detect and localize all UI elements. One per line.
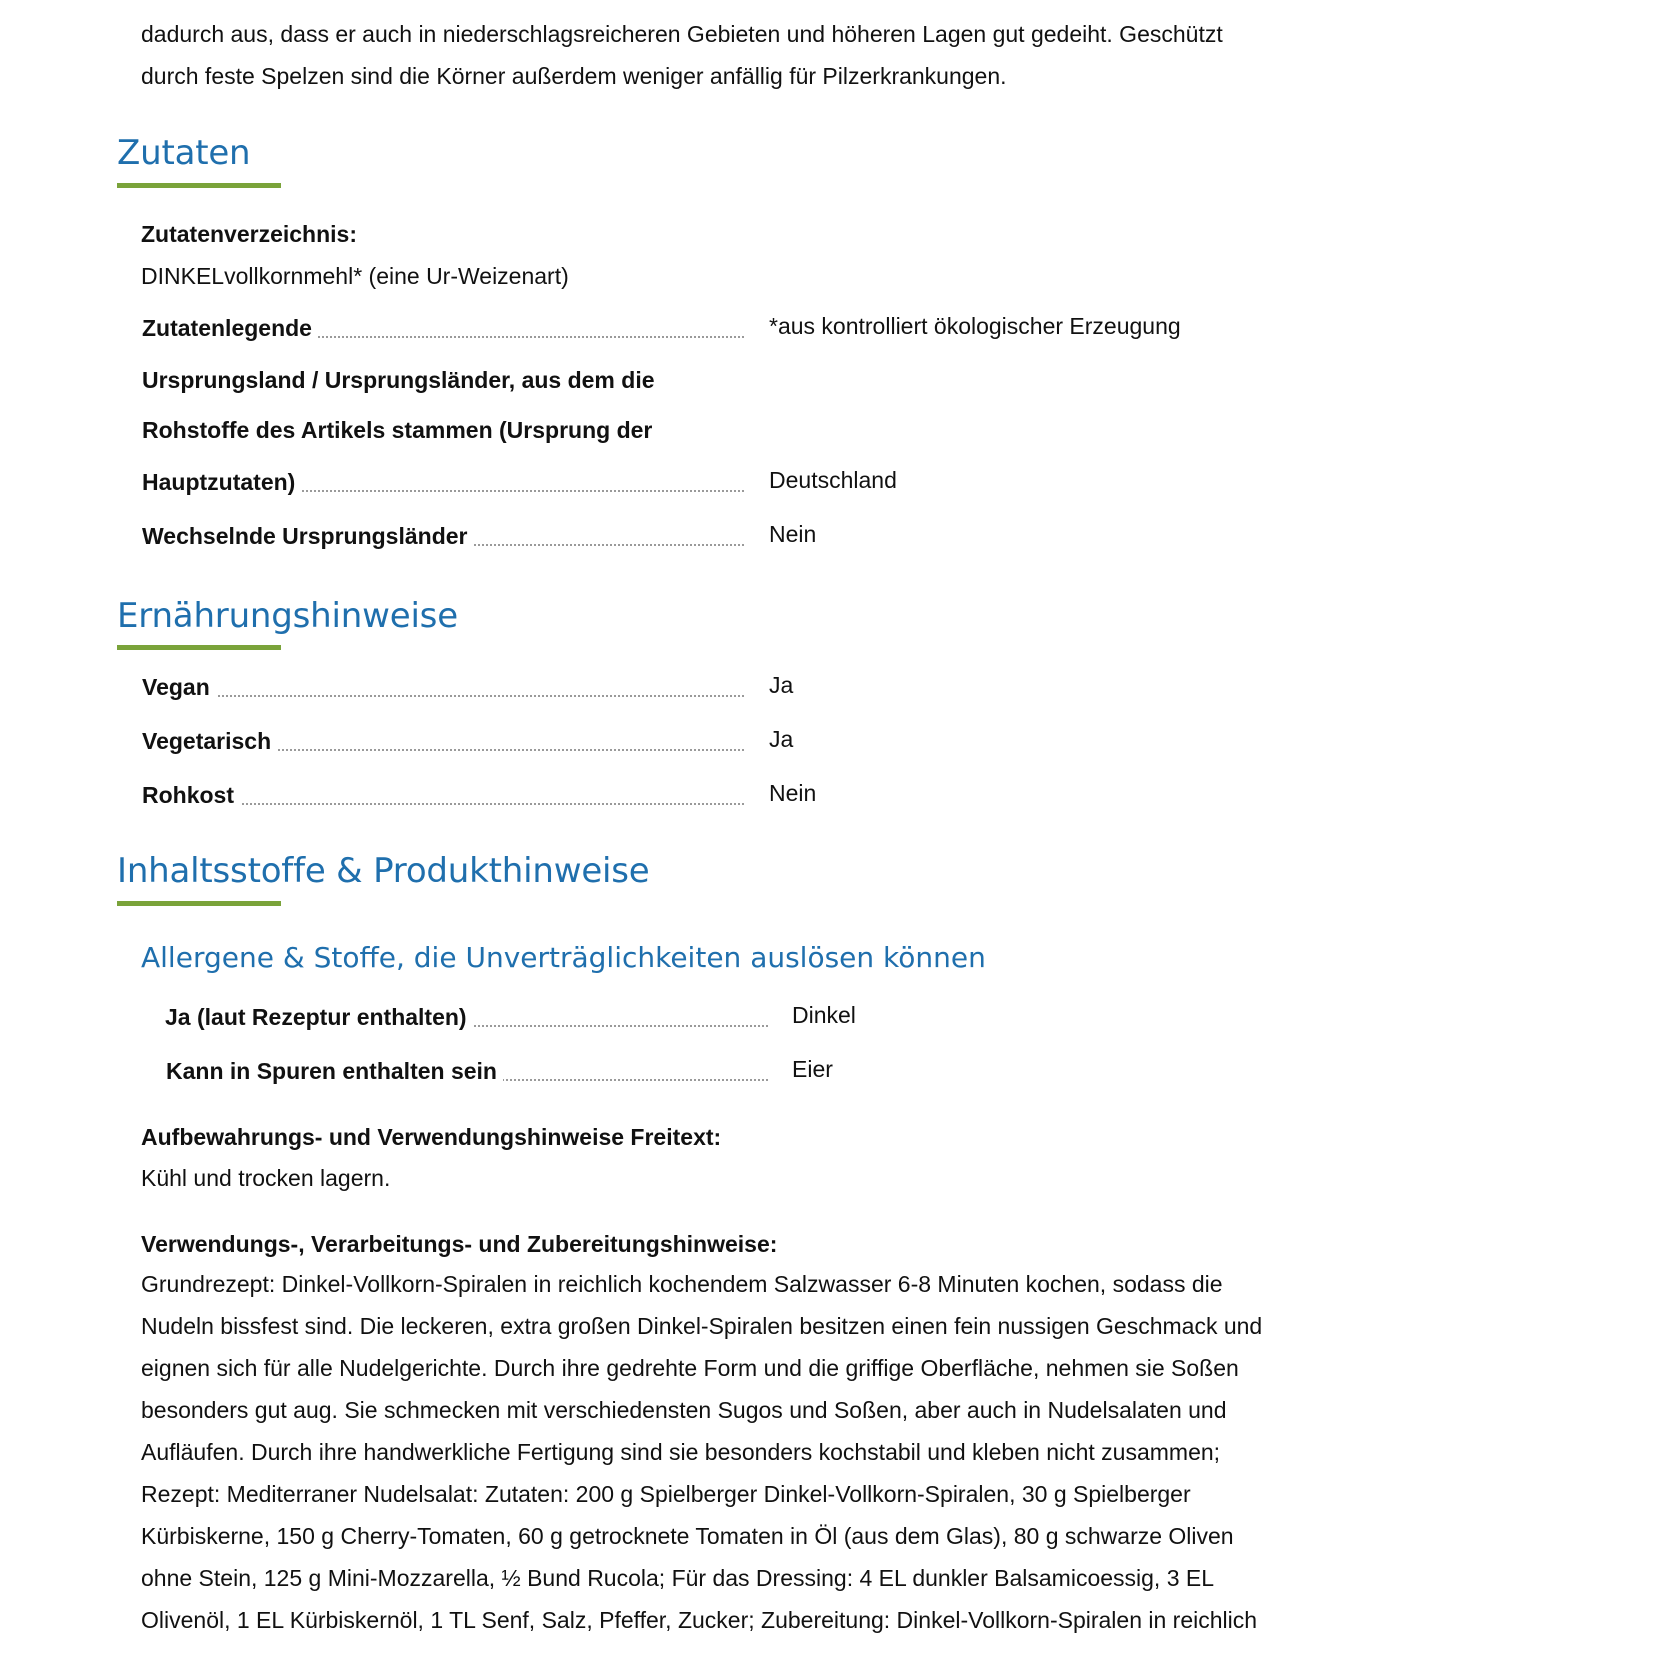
- zutatenverzeichnis-label: Zutatenverzeichnis:: [141, 221, 357, 247]
- verwendung-title: Verwendungs-, Verarbeitungs- und Zubereitungshinweise:: [141, 1231, 778, 1257]
- row-label: Hauptzutaten): [142, 469, 301, 496]
- row-allergene-spuren: [166, 1049, 768, 1093]
- row-label: Wechselnde Ursprungsländer: [142, 523, 474, 550]
- heading-zutaten: Zutaten: [117, 133, 251, 173]
- row-zutatenlegende: [142, 306, 744, 350]
- verwendung-text: [141, 1263, 1401, 1641]
- row-value: Nein: [769, 780, 817, 806]
- row-allergene-enthalten: [165, 995, 768, 1039]
- row-value: Ja: [769, 672, 794, 698]
- heading-inhaltsstoffe: Inhaltsstoffe & Produkthinweise: [117, 851, 650, 891]
- intro-line-2: durch feste Spelzen sind die Körner außerdem weniger anfällig für Pilzerkrankungen.: [141, 63, 1007, 89]
- zutatenverzeichnis-value: DINKELvollkornmehl* (eine Ur-Weizenart): [141, 263, 569, 289]
- row-ursprung: [142, 460, 744, 504]
- row-value: Dinkel: [792, 1002, 856, 1028]
- row-label: Kann in Spuren enthalten sein: [166, 1058, 503, 1085]
- row-wechselnde-ursprungslaender: [142, 514, 744, 558]
- aufbewahrung-text: Kühl und trocken lagern.: [141, 1165, 391, 1191]
- row-label: Ja (laut Rezeptur enthalten): [165, 1004, 473, 1031]
- row-value: Ja: [769, 726, 794, 752]
- ursprung-label-line-1: Ursprungsland / Ursprungsländer, aus dem die: [142, 367, 655, 393]
- verwendung-line: Grundrezept: Dinkel-Vollkorn-Spiralen in reichlich kochendem Salzwasser 6-8 Minuten kochen, sodass die: [141, 1271, 1223, 1297]
- verwendung-line: Kürbiskerne, 150 g Cherry-Tomaten, 60 g getrocknete Tomaten in Öl (aus dem Glas), 80 g schwarze Oliven: [141, 1523, 1234, 1549]
- verwendung-line: Rezept: Mediterraner Nudelsalat: Zutaten: 200 g Spielberger Dinkel-Vollkorn-Spiralen, 30 g Spielberger: [141, 1481, 1191, 1507]
- row-label: Zutatenlegende: [142, 315, 318, 342]
- row-label: Rohkost: [142, 782, 240, 809]
- row-value: Nein: [769, 521, 817, 547]
- verwendung-line: Aufläufen. Durch ihre handwerkliche Fertigung sind sie besonders kochstabil und kleben nicht zusammen;: [141, 1439, 1221, 1465]
- verwendung-line: Olivenöl, 1 EL Kürbiskernöl, 1 TL Senf, Salz, Pfeffer, Zucker; Zubereitung: Dinkel-Vollkorn-Spiralen in reichlich: [141, 1607, 1258, 1633]
- row-value: Deutschland: [769, 467, 897, 493]
- heading-underline: [117, 645, 281, 650]
- subheading-allergene: Allergene & Stoffe, die Unverträglichkeiten auslösen können: [141, 941, 986, 974]
- verwendung-line: Nudeln bissfest sind. Die leckeren, extra großen Dinkel-Spiralen besitzen einen fein nussigen Geschmack und: [141, 1313, 1263, 1339]
- intro-paragraph: [141, 13, 1391, 97]
- row-label: Vegan: [142, 674, 216, 701]
- intro-line-1: dadurch aus, dass er auch in niederschlagsreicheren Gebieten und höheren Lagen gut gedeiht. Geschützt: [141, 21, 1223, 47]
- heading-underline: [117, 901, 281, 906]
- row-vegetarisch: [142, 719, 744, 763]
- heading-ernaehrungshinweise: Ernährungshinweise: [117, 596, 458, 636]
- dot-leader: [142, 695, 744, 697]
- aufbewahrung-title: Aufbewahrungs- und Verwendungshinweise Freitext:: [141, 1124, 722, 1150]
- verwendung-line: eignen sich für alle Nudelgerichte. Durch ihre gedrehte Form und die griffige Oberfläche, nehmen sie Soßen: [141, 1355, 1239, 1381]
- verwendung-line: ohne Stein, 125 g Mini-Mozzarella, ½ Bund Rucola; Für das Dressing: 4 EL dunkler Balsamicoessig, 3 EL: [141, 1565, 1215, 1591]
- row-value: *aus kontrolliert ökologischer Erzeugung: [769, 313, 1181, 339]
- heading-underline: [117, 183, 281, 188]
- ursprung-label-line-2: Rohstoffe des Artikels stammen (Ursprung der: [142, 417, 653, 443]
- row-rohkost: [142, 773, 744, 817]
- row-vegan: [142, 665, 744, 709]
- verwendung-line: besonders gut aug. Sie schmecken mit verschiedensten Sugos und Soßen, aber auch in Nudelsalaten und: [141, 1397, 1227, 1423]
- row-value: Eier: [792, 1056, 833, 1082]
- row-label: Vegetarisch: [142, 728, 277, 755]
